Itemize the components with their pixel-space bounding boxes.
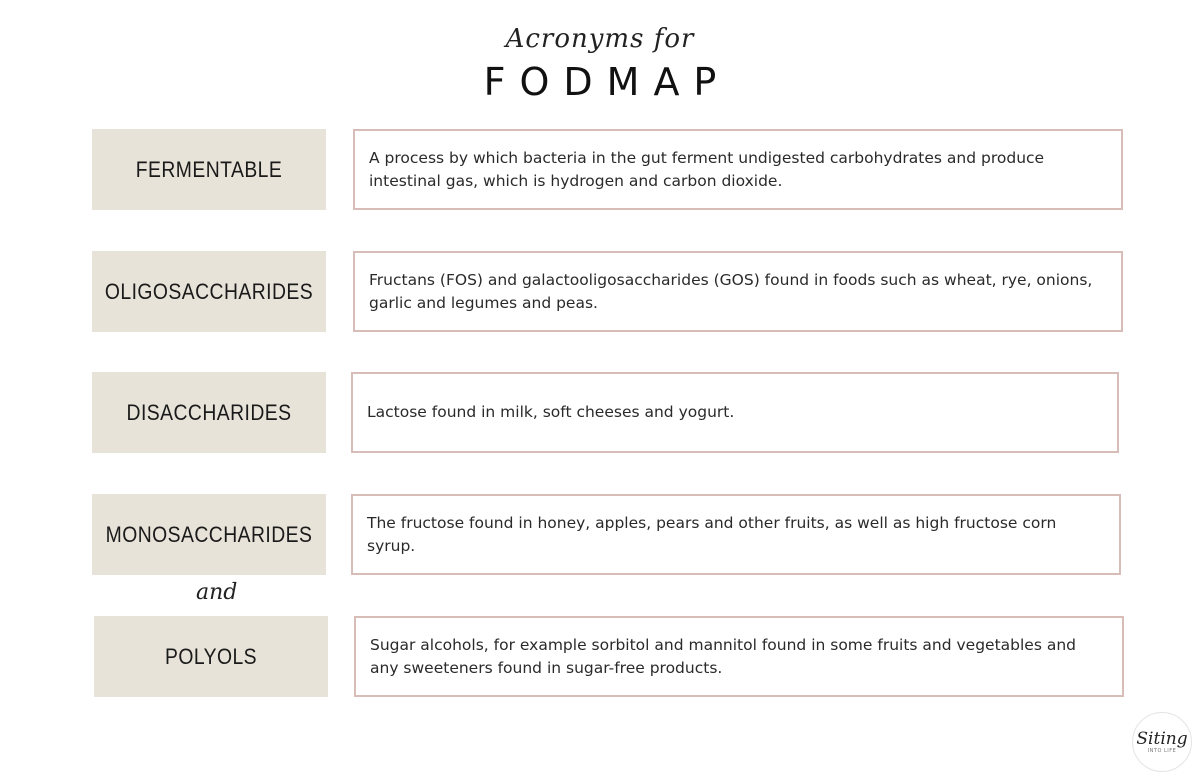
acronym-row-monosaccharides <box>0 494 1200 576</box>
term-label: DISACCHARIDES <box>126 399 292 425</box>
definition-text: A process by which bacteria in the gut ferment undigested carbohydrates and produce intestinal gas, which is hydrogen and carbon dioxide. <box>369 148 1045 190</box>
definition-box <box>354 616 1124 697</box>
term-box <box>92 251 326 332</box>
term-box <box>92 372 326 453</box>
definition-text: Sugar alcohols, for example sorbitol and mannitol found in some fruits and vegetables and any sweeteners found in sugar-free products. <box>370 635 1076 677</box>
page-header <box>0 24 1200 104</box>
logo-tagline: INTO LIFE <box>1147 748 1177 754</box>
term-label: MONOSACCHARIDES <box>105 521 313 547</box>
term-label: FERMENTABLE <box>135 156 283 182</box>
page-title: FODMAP <box>483 60 731 104</box>
acronym-row-fermentable <box>0 129 1200 211</box>
definition-box <box>353 129 1123 210</box>
term-box <box>94 616 328 697</box>
definition-text: Lactose found in milk, soft cheeses and yogurt. <box>367 403 735 421</box>
acronym-row-disaccharides <box>0 372 1200 454</box>
brand-logo <box>1132 712 1192 772</box>
definition-box <box>353 251 1123 332</box>
definition-box <box>351 372 1119 453</box>
and-connector: and <box>196 580 238 605</box>
subtitle: Acronyms for <box>505 24 695 54</box>
definition-box <box>351 494 1121 575</box>
term-label: OLIGOSACCHARIDES <box>104 278 314 304</box>
acronym-row-polyols <box>0 616 1200 698</box>
definition-text: Fructans (FOS) and galactooligosaccharides (GOS) found in foods such as wheat, rye, onions, garlic and legumes and peas. <box>369 270 1093 312</box>
acronym-row-oligosaccharides <box>0 251 1200 333</box>
definition-text: The fructose found in honey, apples, pears and other fruits, as well as high fructose corn syrup. <box>367 513 1057 555</box>
logo-script: Siting <box>1136 729 1188 749</box>
term-box <box>92 129 326 210</box>
term-box <box>92 494 326 575</box>
term-label: POLYOLS <box>164 643 258 669</box>
